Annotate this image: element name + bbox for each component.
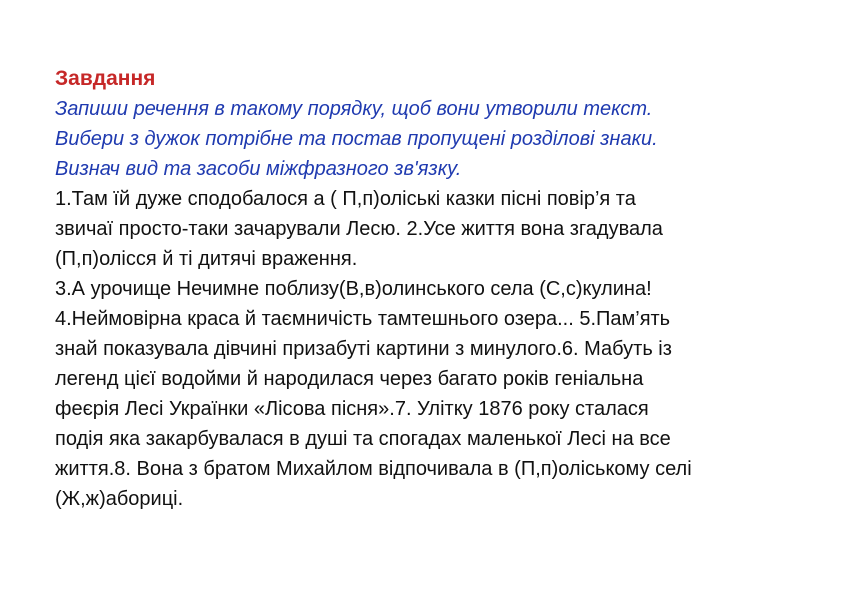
text-line: життя.8. Вона з братом Михайлом відпочивала в (П,п)оліському селі: [55, 458, 692, 480]
instruction-line: Вибери з дужок потрібне та постав пропущені розділові знаки.: [55, 128, 658, 150]
text-line: феєрія Лесі Українки «Лісова пісня».7. Улітку 1876 року сталася: [55, 398, 649, 420]
instruction-line: Визнач вид та засоби міжфразного зв'язку.: [55, 158, 462, 180]
task-text: [55, 184, 855, 514]
instruction-line: Запиши речення в такому порядку, щоб вони утворили текст.: [55, 98, 653, 120]
text-line: 3.А урочище Нечимне поблизу(В,в)олинського села (С,с)кулина!: [55, 278, 652, 300]
text-line: (П,п)олісся й ті дитячі враження.: [55, 248, 358, 270]
text-line: 4.Неймовірна краса й таємничість тамтешнього озера... 5.Пам’ять: [55, 308, 671, 330]
task-instructions: [55, 94, 855, 184]
text-line: знай показувала дівчині призабуті картини з минулого.6. Мабуть із: [55, 338, 672, 360]
text-line: 1.Там їй дуже сподобалося а ( П,п)оліські казки пісні повір’я та: [55, 188, 636, 210]
text-line: легенд цієї водойми й народилася через багато років геніальна: [55, 368, 644, 390]
text-line: (Ж,ж)аборицi.: [55, 488, 184, 510]
text-line: звичаї просто-таки зачарували Лесю. 2.Усе життя вона згадувала: [55, 218, 663, 240]
task-document: [55, 64, 855, 514]
task-heading: Завдання: [55, 67, 156, 90]
text-line: подія яка закарбувалася в душі та спогадах маленької Лесі на все: [55, 428, 671, 450]
